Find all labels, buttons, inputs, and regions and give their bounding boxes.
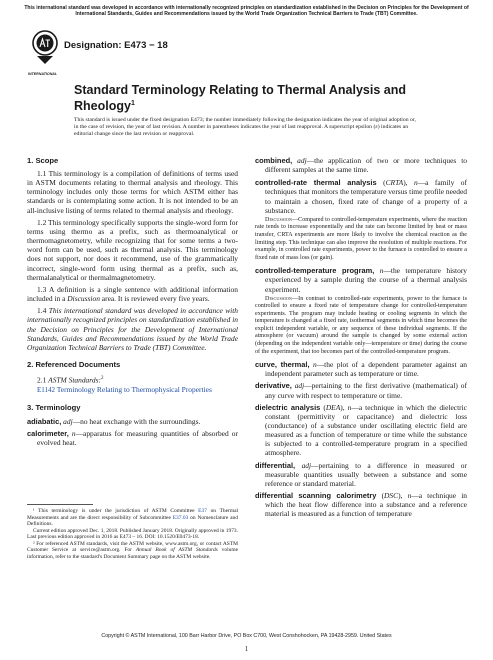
astm-international-logo: [32, 30, 58, 74]
title-text: Standard Terminology Relating to Thermal Analysis and Rheology: [74, 83, 407, 114]
left-column: [27, 156, 239, 560]
footnote-1-edition: Current edition approved Dec. 1, 2018. Published January 2018. Originally approved in 1973. Last previous edition approved in 2016 as E473 – 16. DOI: 10.1520/E0473-18.: [27, 527, 238, 540]
discussion-crta: Discussion—Compared to controlled-temperature experiments, where the reaction rate tends to increase exponentially and the rate can become limited by heat or mass transfer, CRTA experiments are more likely to involve the chemical reaction as the limiting step. This technique can also improve the resolution of multiple reactions. For example, in controlled rate experiments, power to the furnace is controlled to ensure a fixed rate of mass loss (or gain).: [255, 216, 467, 261]
title-footnote-marker: 1: [130, 100, 135, 107]
footnote-rule: [27, 504, 93, 505]
term-calorimeter: calorimeter, n—apparatus for measuring quantities of absorbed or evolved heat.: [27, 428, 238, 448]
footnotes: [27, 504, 238, 560]
page-number: 1: [244, 645, 249, 653]
term-combined: combined, adj—the application of two or more techniques to different samples at the same time.: [255, 156, 467, 175]
paragraph-1-4: 1.4 This international standard was developed in accordance with internationally recognized principles on standardization established in the Decision on Principles for the Development of International Standards, Guides and Recommendations issued by the World Trade Organization Technical Barriers to Trade (TBT) Committee.: [27, 306, 239, 352]
footnote-2: ² For referenced ASTM standards, visit the ASTM website, www.astm.org, or contact ASTM Customer Service at service@astm.org. For Annual Book of ASTM Standards volume information, refer to the standard's Document Summary page on the ASTM website.: [27, 540, 238, 560]
document-title: [74, 83, 414, 113]
logo-wordmark: INTERNATIONAL: [28, 72, 58, 76]
link-e37-03[interactable]: E37.03: [172, 514, 189, 521]
reference-link-e1142[interactable]: E1142 Terminology Relating to Thermophysical Properties: [37, 384, 212, 394]
footnote-1: ¹ This terminology is under the jurisdiction of ASTM Committee E37 on Thermal Measurements and are the direct responsibility of Subcommittee E37.03 on Nomenclature and Definitions.: [27, 508, 238, 527]
link-e37[interactable]: E37: [198, 508, 207, 514]
paragraph-1-1: 1.1 This terminology is a compilation of definitions of terms used in ASTM documents relating to thermal analysis and rheology. This terminology includes only those terms for which ASTM either has standards or is contemplating some action. It is not intended to be an all-inclusive listing of terms related to thermal analysis and rheology.: [27, 169, 238, 215]
term-derivative: derivative, adj—pertaining to the first derivative (mathematical) of any curve with respect to temperature or time.: [255, 381, 468, 400]
section-heading-referenced-documents: 2. Referenced Documents: [27, 359, 121, 369]
term-dielectric-analysis: dielectric analysis (DEA), n—a technique in which the dielectric constant (permittivity or capacitance) and dielectric loss (conductance) of a substance under oscillating electric field are measured as a function of temperature or time while the substance is subjected to a controlled-temperature program in a specified atmosphere.: [255, 402, 467, 458]
section-heading-scope: 1. Scope: [27, 156, 59, 165]
term-differential: differential, adj—pertaining to a difference in measured or measurable quantities usually between a substance and some reference or standard material.: [255, 460, 467, 488]
designation: Designation: E473 − 18: [64, 40, 168, 51]
term-controlled-temperature-program: controlled-temperature program, n—the temperature history experienced by a sample during the course of a thermal analysis experiment.: [255, 266, 468, 294]
paragraph-2-1: 2.1 ASTM Standards:$^2$: [37, 375, 104, 385]
standard-notice: This standard is issued under the fixed designation E473; the number immediately following the designation indicates the year of original adoption or, in the case of revision, the year of last revision. A number in parentheses indicates the year of last reapproval. A superscript epsilon (ε) indicates an editorial change since the last revision or reapproval.: [74, 117, 416, 138]
term-curve-thermal: curve, thermal, n—the plot of a dependent parameter against an independent parameter such as temperature or time.: [255, 360, 467, 379]
term-controlled-rate-thermal-analysis: controlled-rate thermal analysis (CRTA), n—a family of techniques that monitors the temperature versus time profile needed to maintain a chosen, fixed rate of change of a property of a substance.: [255, 178, 467, 215]
term-differential-scanning-calorimetry: differential scanning calorimetry (DSC), n—a technique in which the heat flow difference into a substance and a reference material is measured as a function of temperature: [255, 491, 467, 519]
term-adiabatic: adiabatic, adj—no heat exchange with the surroundings.: [27, 416, 201, 426]
international-standard-notice: This international standard was developed in accordance with internationally recognized principles on standardization established in the Decision on Principles for the Development of International Standards, Guides and Recommendations issued by the World Trade Organization Technical Barriers to Trade (TBT) Committee.: [24, 5, 469, 18]
right-column: [255, 156, 467, 519]
discussion-ctp: Discussion—In contrast to controlled-rate experiments, power to the furnace is controlled to ensure a fixed rate of temperature change for controlled-temperature experiments. The program may include heating or cooling segments in which the temperature is changed at a fixed rate, isothermal segments in which time becomes the explicit independent variable, or any sequence of these individual segments. If the atmosphere (or vacuum) around the sample is changed by some external action (depending on the independent variable only—temperature or time) during the course of the experiment, that too becomes part of the controlled-temperature program.: [255, 295, 467, 355]
paragraph-1-2: 1.2 This terminology specifically supports the single-word form for terms using thermo as a prefix, such as thermoanalytical or thermomagnetometry, while recognizing that for some terms a two-word form can be used, such as thermal analysis. This terminology does not support, nor does it recommend, use of the grammatically incorrect, single-word form using thermal as a prefix, such as, thermalanalytical or thermalmagnetometry.: [27, 217, 238, 282]
section-heading-terminology: 3. Terminology: [27, 402, 81, 412]
copyright-footer: Copyright © ASTM International, 100 Barr Harbor Drive, PO Box C700, West Conshohocken, PA 19428-2959. United States: [101, 633, 392, 639]
paragraph-1-3: 1.3 A definition is a single sentence with additional information included in a Discussion area. It is reviewed every five years.: [27, 284, 238, 304]
